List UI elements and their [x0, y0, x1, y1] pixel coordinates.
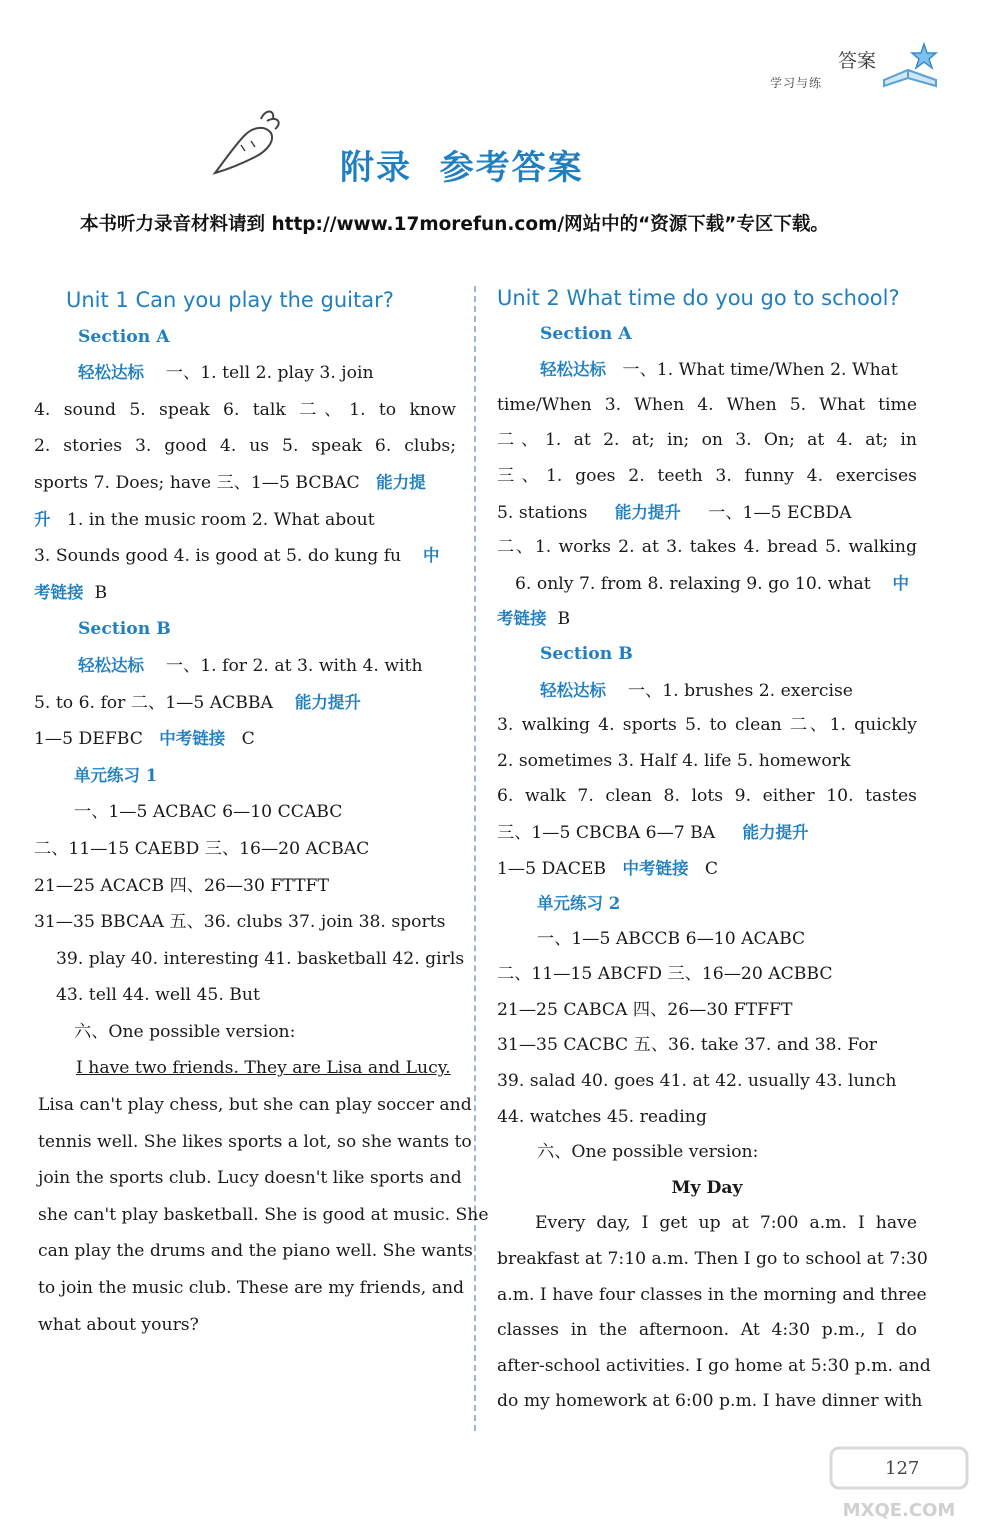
download-notice: 本书听力录音材料请到 http://www.17morefun.com/网站中的“资源下载”专区下载。	[80, 214, 829, 235]
label-ability: 能力提升	[742, 822, 809, 842]
essay-line: tennis well. She likes sports a lot, so she wants to	[38, 1131, 472, 1152]
essay-line: after-school activities. I go home at 5:30 p.m. and	[497, 1355, 931, 1376]
essay-line: can play the drums and the piano well. She wants	[38, 1241, 473, 1262]
answer-text: 一、1. for 2. at 3. with 4. with	[165, 655, 423, 676]
essay-line: join the sports club. Lucy doesn't like sports and	[38, 1168, 462, 1189]
answer-line	[34, 721, 456, 758]
label-easy: 轻松达标	[540, 360, 606, 380]
essay-line: do my homework at 6:00 p.m. I have dinner with	[497, 1391, 923, 1412]
answer-text: C	[704, 858, 718, 879]
answer-line	[34, 648, 456, 685]
answer-line: time/When 3. When 4. When 5. What time	[497, 394, 917, 415]
label-zk: 中考链接	[622, 858, 689, 878]
doodle-icon	[205, 105, 285, 180]
answer-line: 二、1. works 2. at 3. takes 4. bread 5. walking	[497, 537, 917, 558]
answer-line	[497, 673, 917, 709]
watermark-logo-icon	[825, 1440, 975, 1525]
unit1-practice: 单元练习 1	[74, 765, 158, 785]
page-number: 127	[885, 1458, 920, 1479]
answer-text: 一、1. What time/When 2. What	[622, 360, 898, 381]
answer-line	[34, 465, 456, 502]
answer-line: 六、One possible version:	[74, 1021, 296, 1042]
answer-text: 一、1—5 ECBDA	[708, 502, 852, 523]
answer-text: 6. only 7. from 8. relaxing 9. go 10. what	[515, 573, 871, 594]
essay-line: to join the music club. These are my friends, and	[38, 1278, 465, 1299]
header-sub-label: 学习与练	[769, 76, 822, 90]
unit2-section-a: Section A	[540, 323, 632, 344]
essay-line: breakfast at 7:10 a.m. Then I go to school at 7:30	[497, 1249, 928, 1270]
left-column	[34, 282, 489, 1343]
answer-line	[497, 495, 917, 531]
answer-line	[34, 685, 456, 722]
answer-line: 39. play 40. interesting 41. basketball 42. girls	[56, 948, 465, 969]
unit2-title: Unit 2 What time do you go to school?	[497, 286, 900, 310]
label-zk: 中考链接	[159, 729, 226, 749]
answer-line	[34, 502, 456, 539]
answer-line: 六、One possible version:	[537, 1142, 759, 1163]
answer-text: 1. in the music room 2. What about	[66, 509, 375, 530]
answer-text: B	[94, 582, 108, 603]
answer-line	[34, 575, 456, 612]
answer-line: 一、1—5 ACBAC 6—10 CCABC	[74, 802, 343, 823]
unit1-title: Unit 1 Can you play the guitar?	[66, 288, 394, 312]
answer-line: 39. salad 40. goes 41. at 42. usually 43. lunch	[497, 1071, 897, 1092]
answer-line	[497, 566, 917, 602]
answer-text: 1—5 DACEB	[497, 858, 607, 879]
answer-line	[497, 851, 917, 887]
essay-line: she can't play basketball. She is good at music. She	[38, 1204, 489, 1225]
label-ability-end: 升	[34, 509, 51, 529]
answer-line: 二、11—15 CAEBD 三、16—20 ACBAC	[34, 838, 370, 859]
essay-line: what about yours?	[38, 1314, 199, 1335]
unit1-section-a: Section A	[78, 326, 170, 347]
essay-line: I have two friends. They are Lisa and Lucy.	[76, 1058, 451, 1079]
answer-text: 3. Sounds good 4. is good at 5. do kung fu	[34, 546, 402, 567]
label-zk: 中	[422, 546, 440, 566]
answer-line: 6. walk 7. clean 8. lots 9. either 10. tastes	[497, 786, 917, 807]
column-divider	[474, 286, 476, 1431]
answer-text: sports 7. Does; have 三、1—5 BCBAC	[34, 472, 360, 493]
label-easy: 轻松达标	[540, 680, 606, 700]
watermark-text: MXQE.COM	[842, 1500, 956, 1521]
label-ability: 能力提	[376, 472, 426, 492]
label-ability: 能力提升	[614, 502, 681, 522]
header-tag	[692, 40, 942, 100]
answer-line	[497, 815, 917, 851]
label-zk-end: 考链接	[34, 582, 84, 602]
answer-line: 44. watches 45. reading	[497, 1106, 707, 1127]
answer-line: 3. walking 4. sports 5. to clean 二、1. quickly	[497, 715, 917, 736]
answer-line: 4. sound 5. speak 6. talk 二、1. to know	[34, 399, 456, 420]
unit2-section-b: Section B	[540, 643, 633, 664]
answer-text: B	[557, 609, 571, 630]
answer-line: 一、1—5 ABCCB 6—10 ACABC	[537, 928, 806, 949]
unit2-practice: 单元练习 2	[537, 894, 621, 914]
answer-text: 5. stations	[497, 502, 588, 523]
answer-text: 一、1. brushes 2. exercise	[627, 680, 853, 701]
answer-line: 31—35 BBCAA 五、36. clubs 37. join 38. sports	[34, 912, 446, 933]
answer-text: 5. to 6. for 二、1—5 ACBBA	[34, 692, 273, 713]
answer-line	[34, 355, 456, 392]
answer-line	[34, 538, 456, 575]
answer-line: 21—25 CABCA 四、26—30 FTFFT	[497, 999, 793, 1020]
unit1-section-b: Section B	[78, 619, 171, 640]
label-zk-end: 考链接	[497, 609, 547, 629]
right-column	[497, 281, 931, 1420]
header-label: 答案	[837, 50, 876, 72]
page-title: 附录 参考答案	[340, 148, 584, 188]
answer-text: C	[241, 729, 255, 750]
answer-line: 21—25 ACACB 四、26—30 FTTFT	[34, 875, 329, 896]
essay-line: Lisa can't play chess, but she can play soccer and	[38, 1095, 472, 1116]
label-easy: 轻松达标	[78, 655, 144, 675]
answer-line: 三、1. goes 2. teeth 3. funny 4. exercises	[497, 465, 917, 486]
answer-text: 一、1. tell 2. play 3. join	[165, 363, 374, 384]
answer-line: 31—35 CACBC 五、36. take 37. and 38. For	[497, 1035, 877, 1056]
book-star-icon	[878, 40, 942, 92]
essay-line: Every day, I get up at 7:00 a.m. I have	[535, 1213, 917, 1234]
answer-line	[497, 601, 917, 637]
answer-line: 二、1. at 2. at; in; on 3. On; at 4. at; in	[497, 430, 917, 451]
label-easy: 轻松达标	[78, 363, 144, 383]
essay-title: My Day	[671, 1177, 743, 1198]
answer-line: 二、11—15 ABCFD 三、16—20 ACBBC	[497, 964, 833, 985]
label-zk: 中	[892, 573, 909, 593]
answer-line: 2. stories 3. good 4. us 5. speak 6. clubs;	[34, 436, 456, 457]
label-ability: 能力提升	[294, 692, 361, 712]
answer-text: 1—5 DEFBC	[34, 729, 143, 750]
answer-line: 43. tell 44. well 45. But	[56, 985, 260, 1006]
answer-line	[497, 352, 917, 388]
essay-line: classes in the afternoon. At 4:30 p.m., I do	[497, 1320, 917, 1341]
answer-text: 三、1—5 CBCBA 6—7 BA	[497, 822, 716, 843]
answer-line: 2. sometimes 3. Half 4. life 5. homework	[497, 750, 851, 771]
essay-line: a.m. I have four classes in the morning and three	[497, 1284, 927, 1305]
